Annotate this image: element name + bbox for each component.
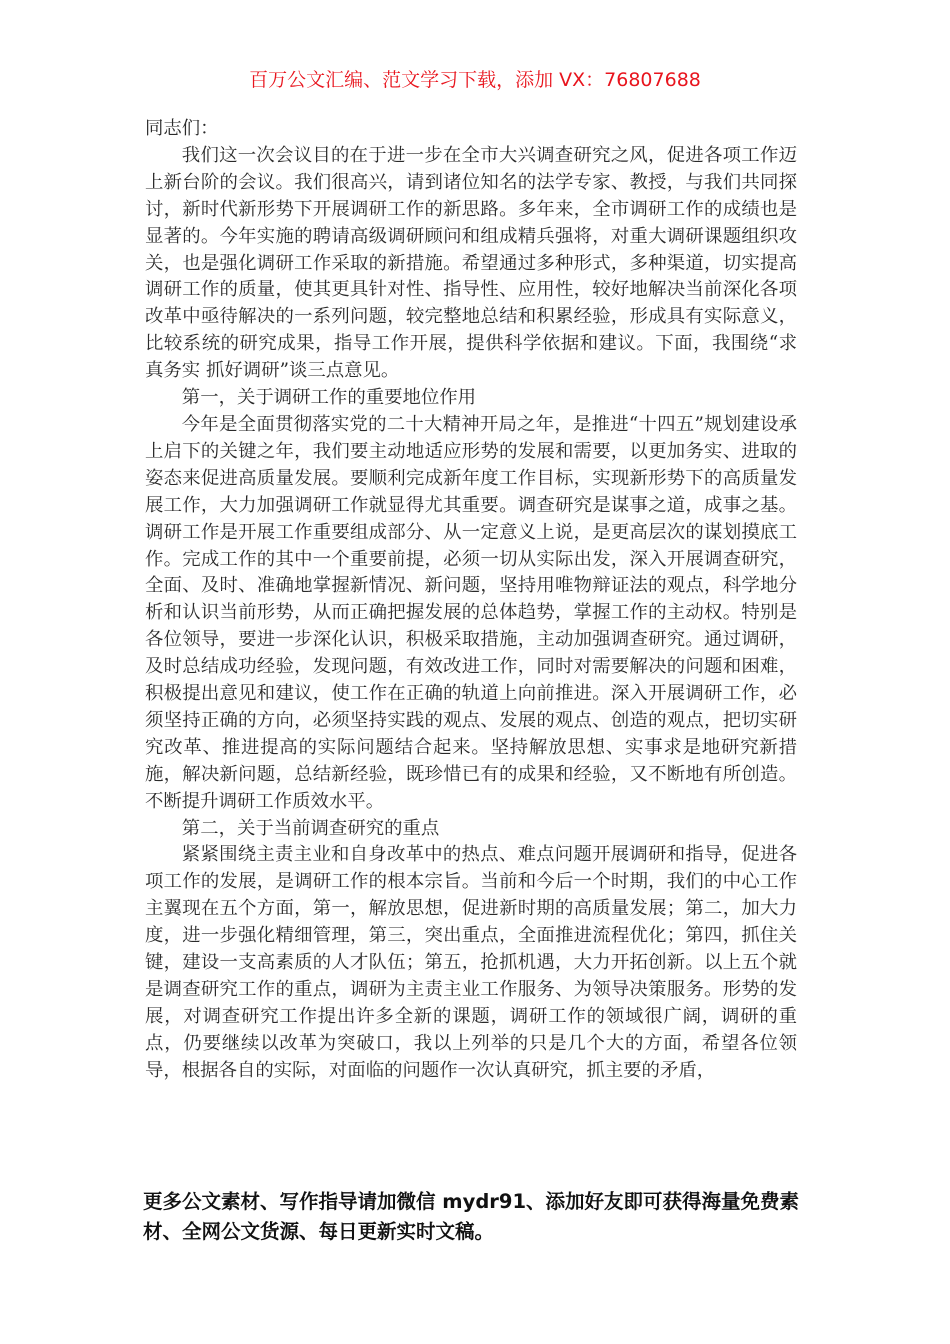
- section-heading-2: 第二，关于当前调查研究的重点: [181, 817, 440, 839]
- document-body: [145, 116, 797, 1085]
- footer-promo: 更多公文素材、写作指导请加微信 mydr91、添加好友即可获得海量免费素材、全网公文货源、每日更新实时文稿。: [143, 1190, 800, 1243]
- salutation: 同志们：: [145, 118, 219, 139]
- paragraph-section-1: 今年是全面贯彻落实党的二十大精神开局之年，是推进“十四五”规划建设承上启下的关键之年，我们要主动地适应形势的发展和需要，以更加务实、进取的姿态来促进高质量发展。要顺利完成新年度工作目标，实现新形势下的高质量发展工作，大力加强调研工作就显得尤其重要。调查研究是谋事之道，成事之基。调研工作是开展工作重要组成部分、从一定意义上说，是更高层次的谋划摸底工作。完成工作的其中一个重要前提，必须一切从实际出发，深入开展调查研究，全面、及时、准确地掌握新情况、新问题，坚持用唯物辩证法的观点，科学地分析和认识当前形势，从而正确把握发展的总体趋势，掌握工作的主动权。特别是各位领导，要进一步深化认识，积极采取措施，主动加强调查研究。通过调研，及时总结成功经验，发现问题，有效改进工作，同时对需要解决的问题和困难，积极提出意见和建议，使工作在正确的轨道上向前推进。深入开展调研工作，必须坚持正确的方向，必须坚持实践的观点、发展的观点、创造的观点，把切实研究改革、推进提高的实际问题结合起来。坚持解放思想、实事求是地研究新措施，解决新问题，总结新经验，既珍惜已有的成果和经验，又不断地有所创造。不断提升调研工作质效水平。: [145, 413, 797, 812]
- paragraph-section-2: 紧紧围绕主责主业和自身改革中的热点、难点问题开展调研和指导，促进各项工作的发展，是调研工作的根本宗旨。当前和今后一个时期，我们的中心工作主翼现在五个方面，第一，解放思想，促进新时期的高质量发展；第二，加大力度，进一步强化精细管理，第三，突出重点，全面推进流程优化；第四，抓住关键，建设一支高素质的人才队伍；第五，抢抓机遇，大力开拓创新。以上五个就是调查研究工作的重点，调研为主责主业工作服务、为领导决策服务。形势的发展，对调查研究工作提出许多全新的课题，调研工作的领域很广阔，调研的重点，仍要继续以改革为突破口，我以上列举的只是几个大的方面，希望各位领导，根据各自的实际，对面临的问题作一次认真研究，抓主要的矛盾，: [145, 844, 797, 1081]
- section-heading-1: 第一，关于调研工作的重要地位作用: [181, 387, 477, 409]
- header-banner: 百万公文汇编、范文学习下载，添加 VX：76807688: [249, 69, 701, 91]
- paragraph-intro: 我们这一次会议目的在于进一步在全市大兴调查研究之风，促进各项工作迈上新台阶的会议。我们很高兴，请到诸位知名的法学专家、教授，与我们共同探讨，新时代新形势下开展调研工作的新思路。多年来，全市调研工作的成绩也是显著的。今年实施的聘请高级调研顾问和组成精兵强将，对重大调研课题组织攻关，也是强化调研工作采取的新措施。希望通过多种形式，多种渠道，切实提高调研工作的质量，使其更具针对性、指导性、应用性，较好地解决当前深化各项改革中亟待解决的一系列问题，较完整地总结和积累经验，形成具有实际意义，比较系统的研究成果，指导工作开展，提供科学依据和建议。下面，我围绕“求真务实 抓好调研”谈三点意见。: [145, 144, 797, 382]
